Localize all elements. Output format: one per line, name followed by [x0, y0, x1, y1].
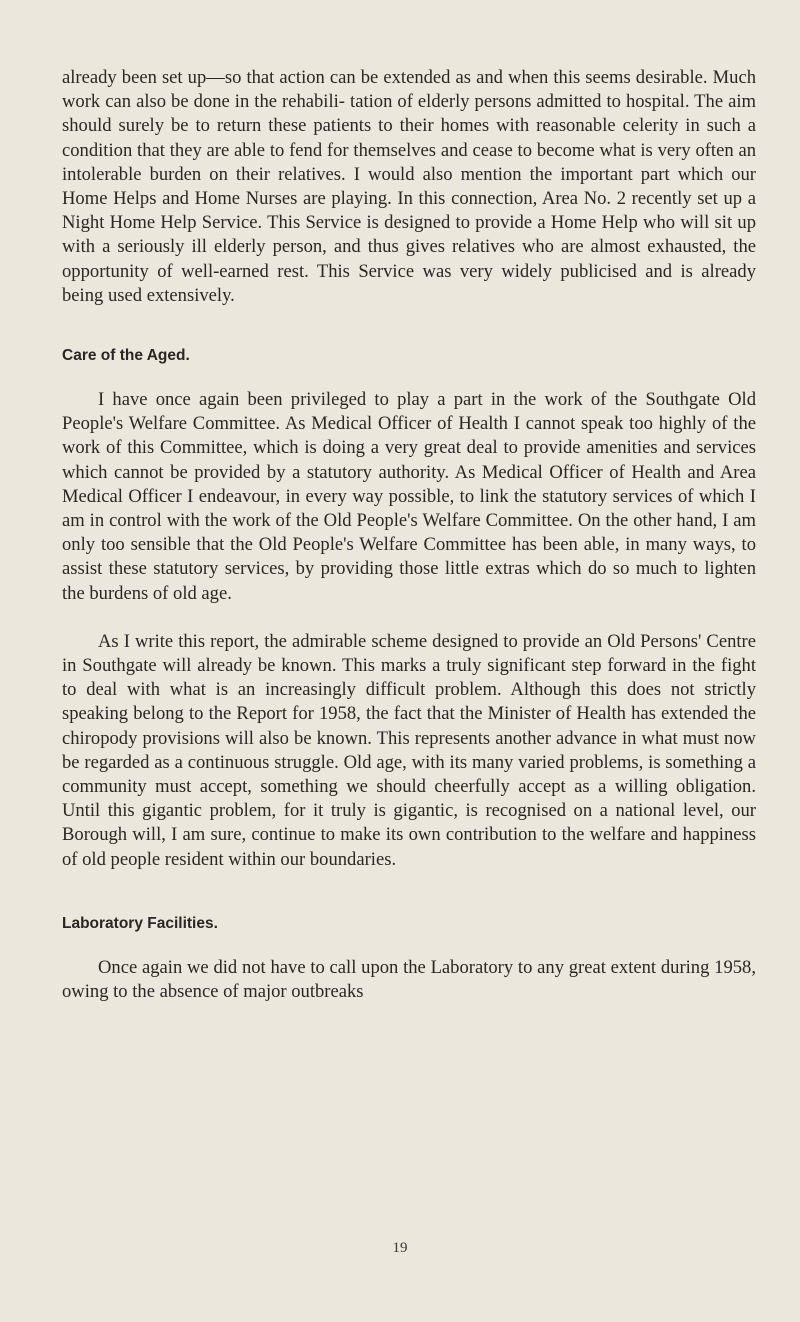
paragraph-welfare-committee: I have once again been privileged to play a part in the work of the Southgate Old People's Welfare Committee. As Medical Officer of Health I cannot speak too highly of the work of this Committee, which is doing a very great deal to provide amenities and services which cannot be provided by a statutory authority. As Medical Officer of Health and Area Medical Officer I endeavour, in every way possible, to link the statutory services of which I am in control with the work of the Old People's Welfare Committee. On the other hand, I am only too sensible that the Old People's Welfare Committee has been able, in many ways, to assist these statutory services, by providing those little extras which do so much to lighten the burdens of old age. — [62, 389, 756, 604]
heading-laboratory-facilities: Laboratory Facilities. — [62, 914, 218, 932]
document-body — [62, 66, 756, 1004]
heading-care-of-the-aged: Care of the Aged. — [62, 347, 190, 365]
paragraph-old-persons-centre: As I write this report, the admirable scheme designed to provide an Old Persons' Centre in Southgate will already be known. This marks a truly significant step forward in the fight to deal with what is an increasingly difficult problem. Although this does not strictly speaking belong to the Report for 1958, the fact that the Minister of Health has extended the chiropody provisions will also be known. This represents another advance in what must now be regarded as a continuous struggle. Old age, with its many varied problems, is something a community must accept, something we should cheerfully accept as a willing obligation. Until this gigantic problem, for it truly is gigantic, is recognised on a national level, our Borough will, I am sure, continue to make its own contribution to the welfare and happiness of old people resident within our boundaries. — [62, 630, 756, 870]
page-number: 19 — [392, 1240, 408, 1256]
paragraph-laboratory: Once again we did not have to call upon the Laboratory to any great extent during 1958, owing to the absence of major outbreaks — [62, 956, 756, 1003]
paragraph-rehabilitation: already been set up—so that action can be extended as and when this seems desirable. Much work can also be done in the rehabili- tation of elderly persons admitted to hospital. The aim should surely be to return these patients to their homes with reasonable celerity in such a condition that they are able to fend for themselves and cease to become what is very often an intolerable burden on their relatives. I would also mention the important part which our Home Helps and Home Nurses are playing. In this connection, Area No. 2 recently set up a Night Home Help Service. This Service is designed to provide a Home Help who will sit up with a seriously ill elderly person, and thus gives relatives who are almost exhausted, the opportunity of well-earned rest. This Service was very widely publicised and is already being used extensively. — [62, 67, 756, 306]
